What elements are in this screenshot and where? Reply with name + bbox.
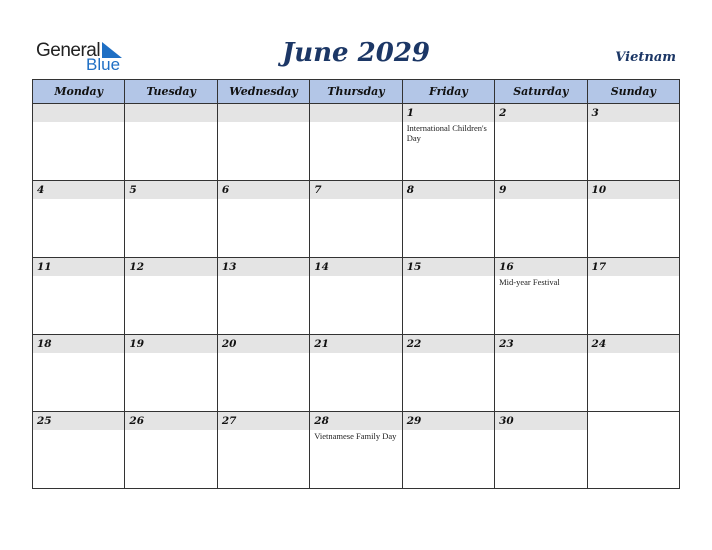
holiday-label: Vietnamese Family Day <box>314 431 397 441</box>
weekday-header: Friday <box>402 80 494 104</box>
week-row <box>33 181 680 258</box>
day-cell <box>495 181 587 258</box>
day-cell <box>33 335 125 412</box>
day-cell <box>587 181 679 258</box>
day-cell <box>402 335 494 412</box>
day-cell <box>402 412 494 489</box>
week-row <box>33 104 680 181</box>
day-cell <box>217 335 309 412</box>
day-cell <box>495 412 587 489</box>
day-cell <box>310 335 402 412</box>
day-cell <box>125 181 217 258</box>
day-number: 28 <box>310 412 401 430</box>
day-number: 22 <box>403 335 494 353</box>
day-number: 4 <box>33 181 124 199</box>
day-number: 14 <box>310 258 401 276</box>
day-number: 18 <box>33 335 124 353</box>
day-number: 27 <box>218 412 309 430</box>
day-number: 7 <box>310 181 401 199</box>
day-number: 26 <box>125 412 216 430</box>
day-cell <box>495 335 587 412</box>
logo-word-general: General <box>36 40 101 61</box>
day-number <box>125 104 216 122</box>
day-number: 13 <box>218 258 309 276</box>
day-cell <box>33 258 125 335</box>
weekday-header: Saturday <box>495 80 587 104</box>
day-cell <box>125 335 217 412</box>
day-cell <box>217 412 309 489</box>
day-number: 2 <box>495 104 586 122</box>
day-cell <box>310 181 402 258</box>
day-number: 8 <box>403 181 494 199</box>
week-row <box>33 335 680 412</box>
day-number: 25 <box>33 412 124 430</box>
week-row <box>33 258 680 335</box>
day-cell <box>495 258 587 335</box>
day-number <box>218 104 309 122</box>
weekday-header: Monday <box>33 80 125 104</box>
day-number: 11 <box>33 258 124 276</box>
day-cell <box>125 412 217 489</box>
day-cell <box>587 258 679 335</box>
day-cell <box>33 412 125 489</box>
day-cell <box>402 181 494 258</box>
day-cell <box>310 258 402 335</box>
day-cell <box>587 104 679 181</box>
day-cell <box>587 412 679 489</box>
calendar-grid <box>32 79 680 489</box>
day-number: 17 <box>588 258 679 276</box>
day-number: 3 <box>588 104 679 122</box>
day-cell <box>217 258 309 335</box>
day-cell <box>33 181 125 258</box>
day-number: 15 <box>403 258 494 276</box>
day-cell <box>587 335 679 412</box>
day-number: 16 <box>495 258 586 276</box>
week-row <box>33 412 680 489</box>
day-cell <box>217 104 309 181</box>
day-number <box>33 104 124 122</box>
day-number: 23 <box>495 335 586 353</box>
day-number: 20 <box>218 335 309 353</box>
day-number: 9 <box>495 181 586 199</box>
day-cell <box>217 181 309 258</box>
day-cell <box>402 258 494 335</box>
day-number <box>588 412 679 430</box>
holiday-label: International Children's Day <box>406 123 487 143</box>
day-number: 19 <box>125 335 216 353</box>
country-label: Vietnam <box>615 50 676 65</box>
day-cell <box>310 412 402 489</box>
day-number: 10 <box>588 181 679 199</box>
logo-word-blue: Blue <box>86 55 121 74</box>
weekday-header: Sunday <box>587 80 679 104</box>
day-number <box>310 104 401 122</box>
day-cell <box>495 104 587 181</box>
day-number: 1 <box>403 104 494 122</box>
day-cell <box>33 104 125 181</box>
day-number: 24 <box>588 335 679 353</box>
day-number: 21 <box>310 335 401 353</box>
day-cell <box>402 104 494 181</box>
weekday-header: Thursday <box>310 80 402 104</box>
day-number: 29 <box>403 412 494 430</box>
day-cell <box>125 104 217 181</box>
holiday-label: Mid-year Festival <box>499 277 560 287</box>
day-number: 30 <box>495 412 586 430</box>
weekday-header: Tuesday <box>125 80 217 104</box>
day-number: 5 <box>125 181 216 199</box>
day-cell <box>125 258 217 335</box>
weekday-header: Wednesday <box>217 80 309 104</box>
weekday-header-row <box>33 80 680 104</box>
day-number: 6 <box>218 181 309 199</box>
day-cell <box>310 104 402 181</box>
page-title: June 2029 <box>281 38 431 68</box>
day-number: 12 <box>125 258 216 276</box>
